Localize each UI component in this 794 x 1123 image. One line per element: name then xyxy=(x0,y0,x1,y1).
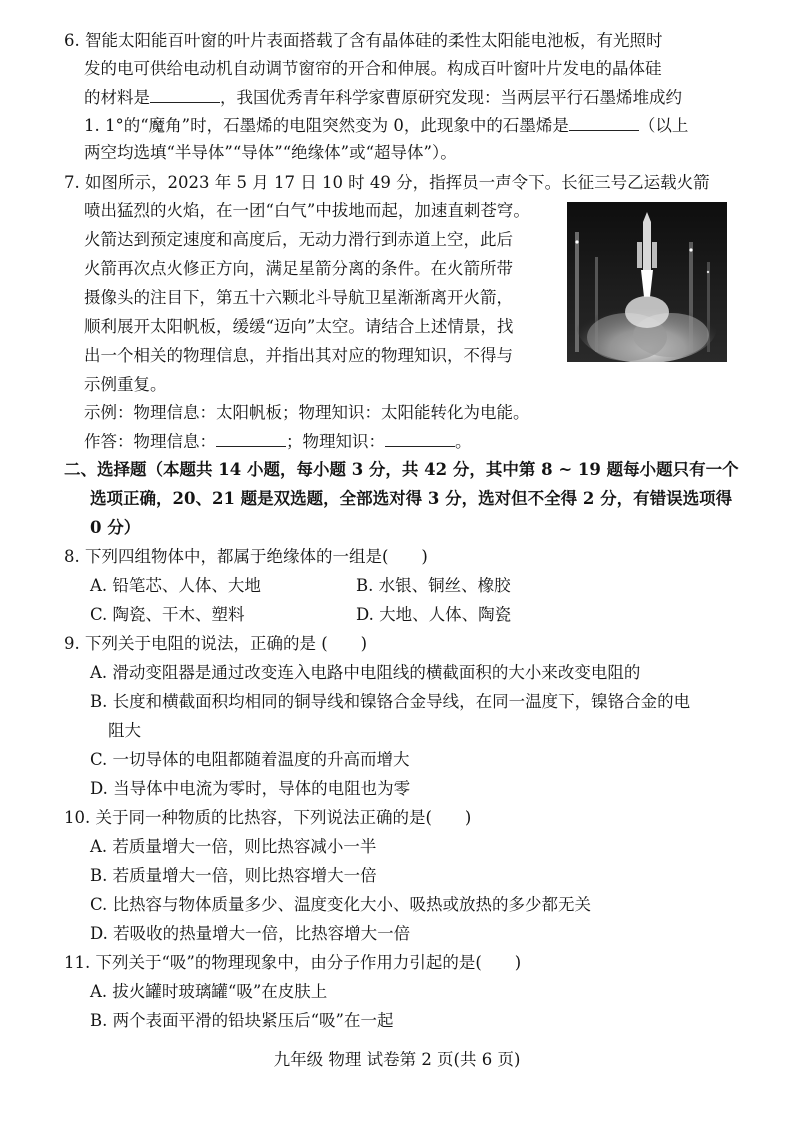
answer-blank[interactable] xyxy=(569,114,639,131)
section-2-line-3: 0 分） xyxy=(90,518,141,537)
q8-option-c[interactable]: C. 陶瓷、干木、塑料 xyxy=(90,605,245,624)
rocket-launch-photo xyxy=(567,202,727,362)
q7-line-6: 顺利展开太阳帆板，缓缓“迈向”太空。请结合上述情景，找 xyxy=(84,317,514,336)
q11-option-a[interactable]: A. 拔火罐时玻璃罐“吸”在皮肤上 xyxy=(90,982,328,1001)
q10-option-a[interactable]: A. 若质量增大一倍，则比热容减小一半 xyxy=(90,837,377,856)
q8-option-d[interactable]: D. 大地、人体、陶瓷 xyxy=(356,605,512,624)
q7-line-3: 火箭达到预定速度和高度后，无动力滑行到赤道上空，此后 xyxy=(84,230,513,249)
answer-blank[interactable] xyxy=(385,430,455,447)
q6-line-1: 6. 智能太阳能百叶窗的叶片表面搭载了含有晶体硅的柔性太阳能电池板，有光照时 xyxy=(64,31,663,50)
q8-option-a[interactable]: A. 铅笔芯、人体、大地 xyxy=(90,576,261,595)
q10-option-c[interactable]: C. 比热容与物体质量多少、温度变化大小、吸热或放热的多少都无关 xyxy=(90,895,592,914)
q10-option-b[interactable]: B. 若质量增大一倍，则比热容增大一倍 xyxy=(90,866,377,885)
page-footer: 九年级 物理 试卷第 2 页(共 6 页) xyxy=(273,1050,521,1069)
q7-line-4: 火箭再次点火修正方向，满足星箭分离的条件。在火箭所带 xyxy=(84,259,513,278)
q11-stem: 11. 下列关于“吸”的物理现象中，由分子作用力引起的是( ) xyxy=(64,953,522,972)
q9-option-b-cont: 阻大 xyxy=(108,721,141,740)
q6-line-3: 的材料是 ，我国优秀青年科学家曹原研究发现：当两层平行石墨烯堆成约 xyxy=(84,88,682,107)
q9-option-c[interactable]: C. 一切导体的电阻都随着温度的升高而增大 xyxy=(90,750,410,769)
q7-example: 示例：物理信息：太阳帆板；物理知识：太阳能转化为电能。 xyxy=(84,403,530,422)
q7-answer-line: 作答：物理信息： ；物理知识： 。 xyxy=(84,432,472,451)
q6-line-4: 1. 1°的“魔角”时，石墨烯的电阻突然变为 0，此现象中的石墨烯是 （以上 xyxy=(84,116,689,135)
q8-option-b[interactable]: B. 水银、铜丝、橡胶 xyxy=(356,576,511,595)
q11-option-b[interactable]: B. 两个表面平滑的铅块紧压后“吸”在一起 xyxy=(90,1011,394,1030)
q7-line-1: 7. 如图所示，2023 年 5 月 17 日 10 时 49 分，指挥员一声令下。长征三号乙运载火箭 xyxy=(64,173,710,192)
q9-option-d[interactable]: D. 当导体中电流为零时，导体的电阻也为零 xyxy=(90,779,411,798)
q7-line-5: 摄像头的注目下，第五十六颗北斗导航卫星渐渐离开火箭， xyxy=(84,288,513,307)
answer-blank[interactable] xyxy=(216,430,286,447)
q9-stem: 9. 下列关于电阻的说法，正确的是 ( ) xyxy=(64,634,368,653)
section-2-line-2: 选项正确，20、21 题是双选题，全部选对得 3 分，选对但不全得 2 分，有错误选项得 xyxy=(90,489,733,508)
q6-line-2: 发的电可供给电动机自动调节窗帘的开合和伸展。构成百叶窗叶片发电的晶体硅 xyxy=(84,59,662,78)
rocket-launch-image xyxy=(567,202,727,362)
q7-line-7: 出一个相关的物理信息，并指出其对应的物理知识，不得与 xyxy=(84,346,513,365)
q7-line-2: 喷出猛烈的火焰，在一团“白气”中拔地而起，加速直刺苍穹。 xyxy=(84,201,530,220)
q6-line-5: 两空均选填“半导体”“导体”“绝缘体”或“超导体”）。 xyxy=(84,143,457,162)
q9-option-b[interactable]: B. 长度和横截面积均相同的铜导线和镍铬合金导线，在同一温度下，镍铬合金的电 xyxy=(90,692,691,711)
q7-line-8: 示例重复。 xyxy=(84,375,167,394)
answer-blank[interactable] xyxy=(150,86,220,103)
q10-option-d[interactable]: D. 若吸收的热量增大一倍，比热容增大一倍 xyxy=(90,924,411,943)
section-2-line-1: 二、选择题（本题共 14 小题，每小题 3 分，共 42 分，其中第 8 ~ 19 题每小题只有一个 xyxy=(64,460,739,479)
q10-stem: 10. 关于同一种物质的比热容，下列说法正确的是( ) xyxy=(64,808,472,827)
q9-option-a[interactable]: A. 滑动变阻器是通过改变连入电路中电阻线的横截面积的大小来改变电阻的 xyxy=(90,663,641,682)
q8-stem: 8. 下列四组物体中，都属于绝缘体的一组是( ) xyxy=(64,547,428,566)
